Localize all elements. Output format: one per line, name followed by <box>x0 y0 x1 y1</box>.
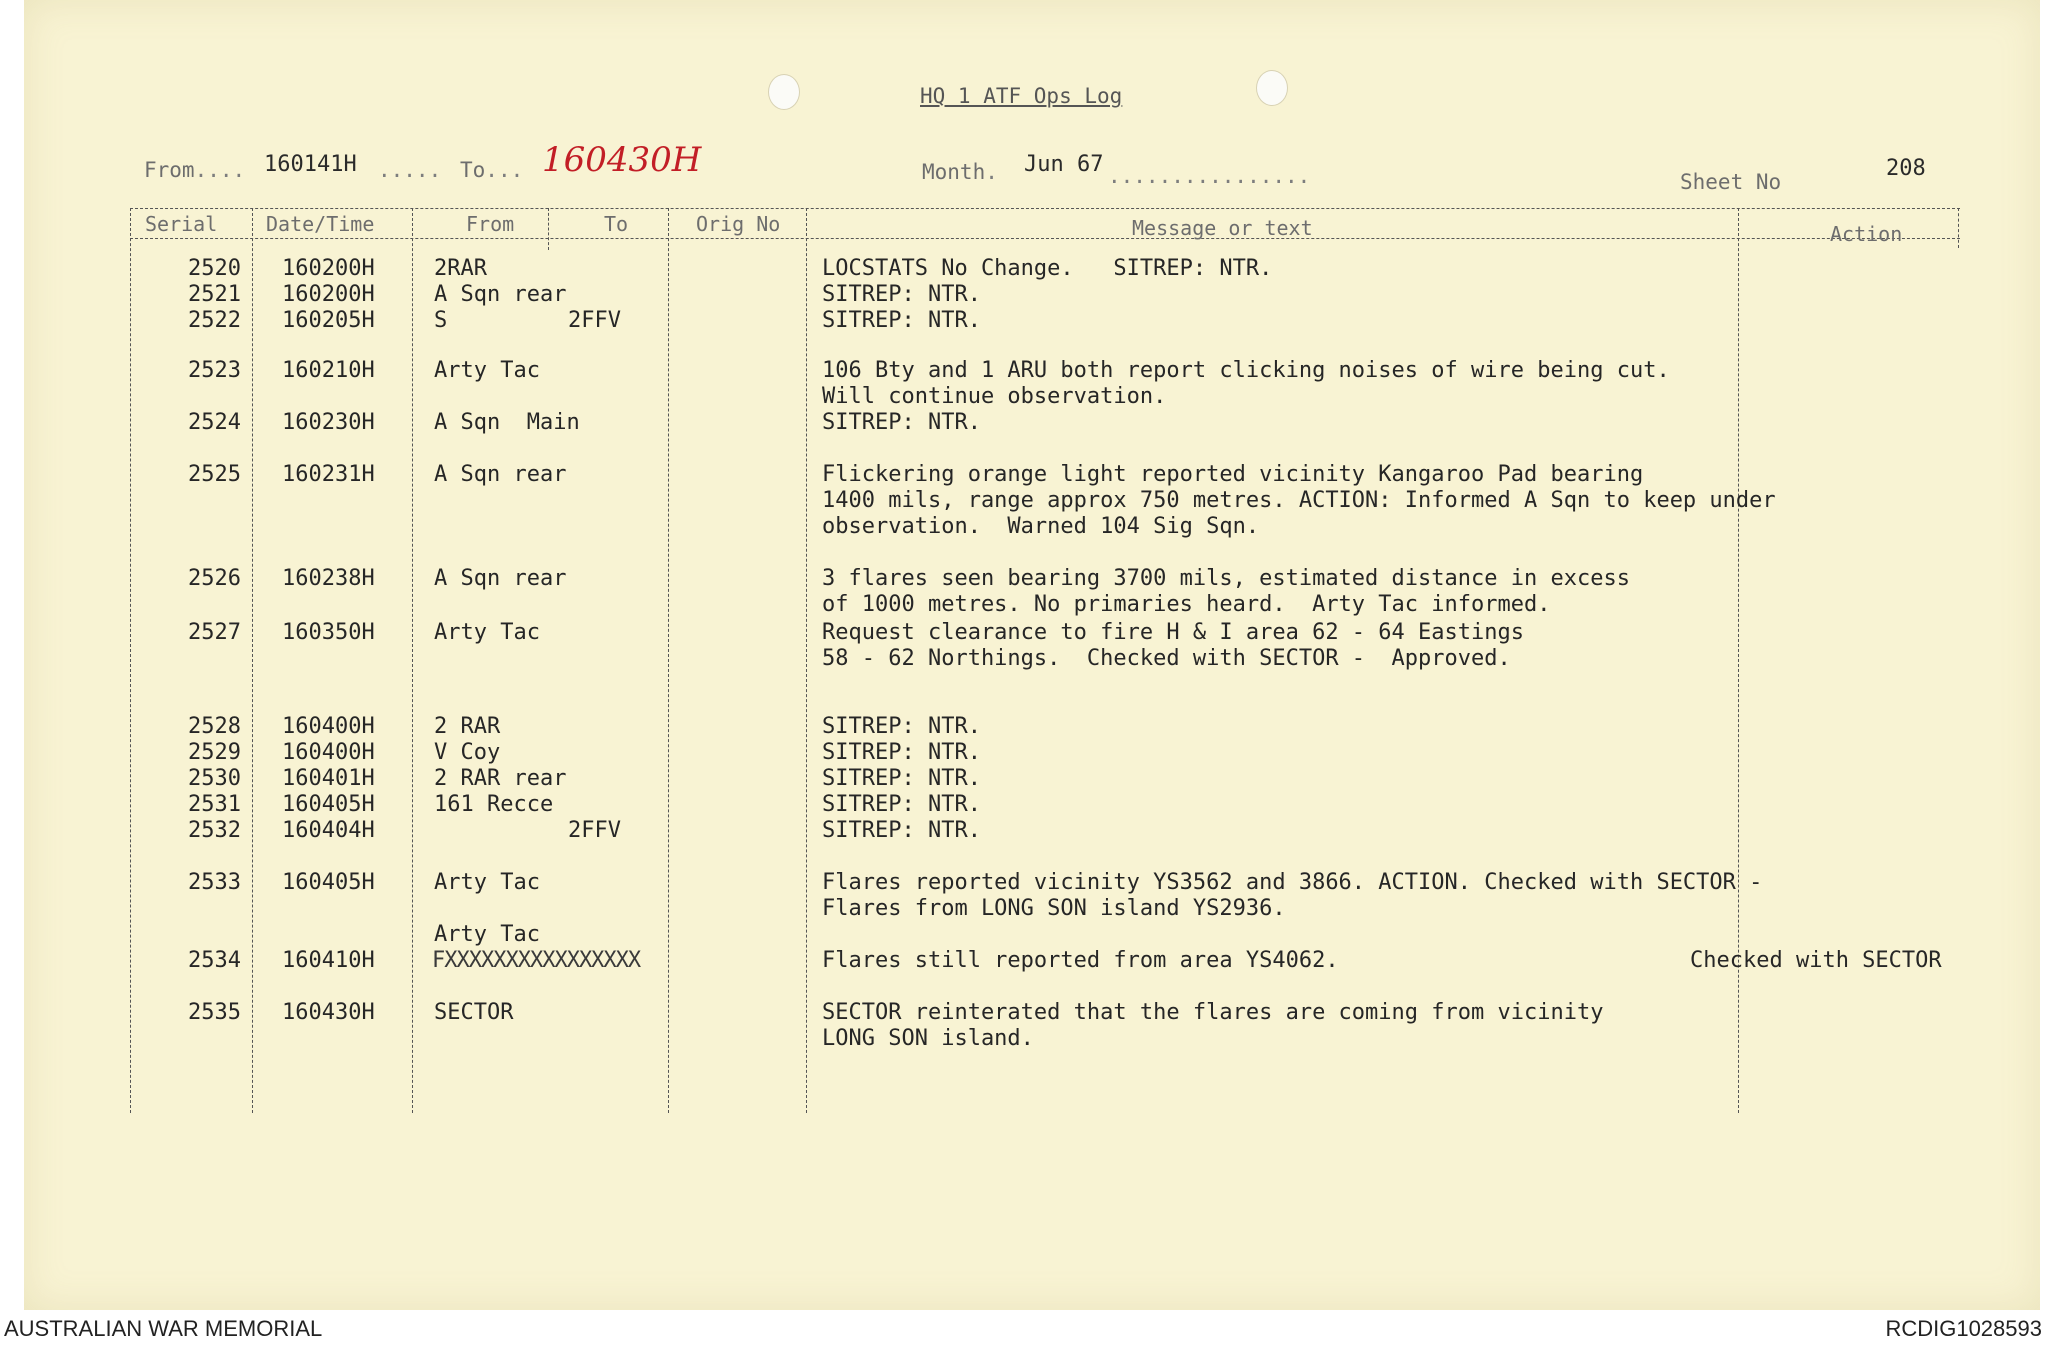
footer-bar <box>0 1312 2048 1346</box>
sheet-number: 208 <box>1886 156 1926 181</box>
entry-action: Checked with SECTOR <box>1690 948 1942 973</box>
entry-datetime: 160401H <box>282 766 375 791</box>
col-rule <box>1738 208 1739 1113</box>
punch-hole-left <box>768 74 800 110</box>
entry-from: A Sqn rear <box>434 282 567 307</box>
entry-message-line: SITREP: NTR. <box>822 308 981 333</box>
entry-message-line: Request clearance to fire H & I area 62 - 64 Eastings <box>822 620 1524 645</box>
entry-to: 2FFV <box>568 308 621 333</box>
entry-message-line: Flares reported vicinity YS3562 and 3866. ACTION. Checked with SECTOR - <box>822 870 1763 895</box>
entry-message-line: LOCSTATS No Change. SITREP: NTR. <box>822 256 1273 281</box>
entry-datetime: 160430H <box>282 1000 375 1025</box>
col-orig-no: Orig No <box>696 212 781 236</box>
entry-message-line: 3 flares seen bearing 3700 mils, estimated distance in excess <box>822 566 1630 591</box>
entry-message-line: 106 Bty and 1 ARU both report clicking noises of wire being cut. <box>822 358 1670 383</box>
entry-message-line: LONG SON island. <box>822 1026 1034 1051</box>
entry-datetime: 160238H <box>282 566 375 591</box>
col-rule <box>412 208 413 1113</box>
ops-log-table <box>130 208 1960 1113</box>
to-label: To... <box>460 158 524 182</box>
entry-datetime: 160410H <box>282 948 375 973</box>
entry-from: SECTOR <box>434 1000 514 1025</box>
entry-datetime: 160200H <box>282 256 375 281</box>
entry-datetime: 160200H <box>282 282 375 307</box>
entry-serial: 2532 <box>188 818 241 843</box>
entry-message-line: SITREP: NTR. <box>822 714 981 739</box>
col-datetime: Date/Time <box>266 212 375 236</box>
from-value: 160141H <box>264 152 357 177</box>
entry-serial: 2523 <box>188 358 241 383</box>
col-message: Message or text <box>1132 216 1313 240</box>
entry-serial: 2521 <box>188 282 241 307</box>
entry-from: 161 Recce <box>434 792 554 817</box>
entry-message-line: SITREP: NTR. <box>822 818 981 843</box>
entry-message-line: of 1000 metres. No primaries heard. Arty Tac informed. <box>822 592 1551 617</box>
entry-message-line: Flickering orange light reported vicinity Kangaroo Pad bearing <box>822 462 1644 487</box>
entry-serial: 2526 <box>188 566 241 591</box>
entry-from-struck: FXXXXXXXXXXXXXXXX <box>432 948 641 973</box>
entry-from: 2 RAR <box>434 714 501 739</box>
footer-institution: AUSTRALIAN WAR MEMORIAL <box>4 1316 323 1341</box>
month-value: Jun 67 <box>1024 152 1104 177</box>
col-rule <box>668 208 669 1113</box>
entry-message-line: SITREP: NTR. <box>822 410 981 435</box>
col-rule <box>548 208 549 250</box>
entry-serial: 2534 <box>188 948 241 973</box>
entry-datetime: 160400H <box>282 740 375 765</box>
entry-from: A Sqn rear <box>434 462 567 487</box>
sheet-label: Sheet No <box>1680 170 1782 194</box>
entry-serial: 2525 <box>188 462 241 487</box>
entry-from: Arty Tac <box>434 620 540 645</box>
month-dots: ................ <box>1108 164 1311 188</box>
to-value-handwritten: 160430H <box>542 140 702 180</box>
entry-from: S <box>434 308 448 333</box>
entry-serial: 2528 <box>188 714 241 739</box>
from-dots: ..... <box>378 158 442 182</box>
entry-message-line: Flares still reported from area YS4062. <box>822 948 1339 973</box>
entry-from: Arty Tac <box>434 358 540 383</box>
col-action: Action <box>1830 222 1903 246</box>
entry-serial: 2524 <box>188 410 241 435</box>
entry-message-line: SITREP: NTR. <box>822 792 981 817</box>
entry-message-line: Will continue observation. <box>822 384 1167 409</box>
entry-datetime: 160231H <box>282 462 375 487</box>
entry-datetime: 160210H <box>282 358 375 383</box>
entry-to: 2FFV <box>568 818 621 843</box>
col-to: To <box>604 212 629 236</box>
entry-datetime: 160404H <box>282 818 375 843</box>
entry-datetime: 160230H <box>282 410 375 435</box>
entry-serial: 2533 <box>188 870 241 895</box>
entry-serial: 2522 <box>188 308 241 333</box>
punch-hole-right <box>1256 70 1288 106</box>
log-title: HQ 1 ATF Ops Log <box>920 84 1123 108</box>
entry-message-line: observation. Warned 104 Sig Sqn. <box>822 514 1260 539</box>
entry-datetime: 160405H <box>282 870 375 895</box>
col-rule <box>130 208 131 1113</box>
col-from: From <box>466 212 515 236</box>
month-label: Month. <box>922 160 998 184</box>
from-label: From.... <box>144 158 246 182</box>
entry-serial: 2530 <box>188 766 241 791</box>
table-top-rule <box>130 208 1960 209</box>
entry-message-line: 58 - 62 Northings. Checked with SECTOR - Approved. <box>822 646 1511 671</box>
entry-datetime: 160400H <box>282 714 375 739</box>
entry-from: Arty Tac <box>434 922 540 947</box>
entry-datetime: 160205H <box>282 308 375 333</box>
entry-from: Arty Tac <box>434 870 540 895</box>
col-rule <box>806 208 807 1113</box>
entry-from: A Sqn Main <box>434 410 580 435</box>
entry-serial: 2520 <box>188 256 241 281</box>
entry-message-line: SECTOR reinterated that the flares are coming from vicinity <box>822 1000 1604 1025</box>
header-rule <box>130 238 1960 239</box>
entry-from: 2RAR <box>434 256 487 281</box>
entry-serial: 2527 <box>188 620 241 645</box>
entry-datetime: 160405H <box>282 792 375 817</box>
col-rule <box>1958 208 1959 248</box>
entry-serial: 2531 <box>188 792 241 817</box>
footer-record-id: RCDIG1028593 <box>1885 1316 2042 1341</box>
entry-from: A Sqn rear <box>434 566 567 591</box>
entry-message-line: 1400 mils, range approx 750 metres. ACTION: Informed A Sqn to keep under <box>822 488 1776 513</box>
col-serial: Serial <box>145 212 218 236</box>
col-rule <box>252 208 253 1113</box>
entry-serial: 2529 <box>188 740 241 765</box>
entry-message-line: Flares from LONG SON island YS2936. <box>822 896 1286 921</box>
entry-serial: 2535 <box>188 1000 241 1025</box>
entry-message-line: SITREP: NTR. <box>822 740 981 765</box>
entry-message-line: SITREP: NTR. <box>822 282 981 307</box>
entry-datetime: 160350H <box>282 620 375 645</box>
entry-message-line: SITREP: NTR. <box>822 766 981 791</box>
entry-from: 2 RAR rear <box>434 766 567 791</box>
entry-from: V Coy <box>434 740 501 765</box>
